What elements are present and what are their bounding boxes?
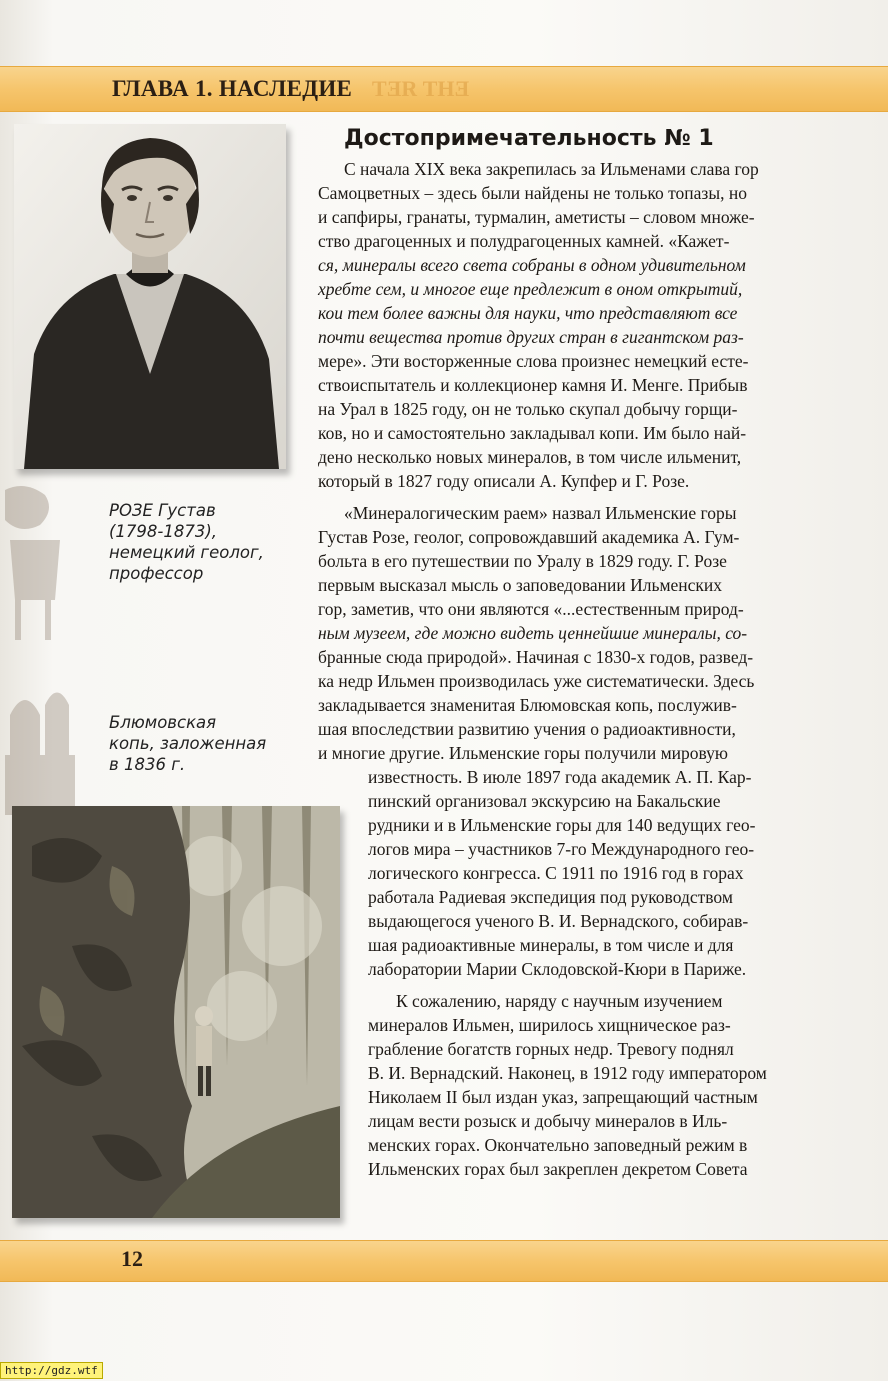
header-bleed-through: ЕНТ ЯЕТ <box>372 76 470 101</box>
body-line-quote: ным музеем, где можно видеть ценнейшие минералы, со- <box>318 623 748 643</box>
photo-caption <box>109 712 266 775</box>
body-line: работала Радиевая экспедиция под руководством <box>368 887 733 907</box>
body-line: лицам вести розыск и добычу минералов в Иль- <box>368 1111 728 1131</box>
portrait-caption <box>109 500 264 584</box>
body-line: К сожалению, наряду с научным изучением <box>396 991 723 1011</box>
body-line: логического конгресса. С 1911 по 1916 год в горах <box>368 863 744 883</box>
body-line: выдающегося ученого В. И. Вернадского, собирав- <box>368 911 749 931</box>
page-number: 12 <box>121 1246 143 1271</box>
body-line: рудники и в Ильменские горы для 140 ведущих гео- <box>368 815 756 835</box>
body-line-quote: ся, минералы всего света собраны в одном удивительном <box>318 255 746 275</box>
caption-line: копь, заложенная <box>109 734 267 753</box>
section-title: Достопримечательность № 1 <box>344 126 714 151</box>
body-line: мере». Эти восторженные слова произнес немецкий есте- <box>318 351 749 371</box>
body-line: дено несколько новых минералов, в том числе ильменит, <box>318 447 742 467</box>
body-line: «Минералогическим раем» назвал Ильменские горы <box>344 503 737 523</box>
body-line-quote: кои тем более важны для науки, что представляют все <box>318 303 738 323</box>
body-line: и сапфиры, гранаты, турмалин, аметисты – словом множе- <box>318 207 755 227</box>
chapter-title: ГЛАВА 1. НАСЛЕДИЕ <box>112 76 353 101</box>
body-line: шая радиоактивные минералы, в том числе и для <box>368 935 734 955</box>
body-line: С начала XIX века закрепилась за Ильменами слава гор <box>344 159 759 179</box>
body-line: минералов Ильмен, ширилось хищническое раз- <box>368 1015 731 1035</box>
body-line: бранные сюда природой». Начиная с 1830-х годов, развед- <box>318 647 754 667</box>
body-line: Самоцветных – здесь были найдены не только топазы, но <box>318 183 747 203</box>
body-line: ков, но и самостоятельно закладывал копи. Им было най- <box>318 423 747 443</box>
caption-line: РОЗЕ Густав <box>109 501 216 520</box>
body-line: Николаем II был издан указ, запрещающий частным <box>368 1087 758 1107</box>
caption-line: немецкий геолог, <box>109 543 264 562</box>
body-line: который в 1827 году описали А. Купфер и Г. Розе. <box>318 471 690 491</box>
body-line: грабление богатств горных недр. Тревогу поднял <box>368 1039 734 1059</box>
body-line-quote: почти вещества против других стран в гигантском раз- <box>318 327 744 347</box>
watermark-link[interactable]: http://gdz.wtf <box>0 1362 103 1379</box>
body-line: ствоиспытатель и коллекционер камня И. Менге. Прибыв <box>318 375 748 395</box>
body-line: первым высказал мысль о заповедовании Ильменских <box>318 575 723 595</box>
body-line: известность. В июле 1897 года академик А. П. Кар- <box>368 767 752 787</box>
photo-blum-mine <box>12 806 340 1218</box>
caption-line: в 1836 г. <box>109 755 186 774</box>
body-line-quote: хребте сем, и многое еще предлежит в оном открытий, <box>318 279 743 299</box>
caption-line: профессор <box>109 564 204 583</box>
body-line: пинский организовал экскурсию на Бакальские <box>368 791 721 811</box>
body-line: менских горах. Окончательно заповедный режим в <box>368 1135 748 1155</box>
body-line: шая впоследствии развитию учения о радиоактивности, <box>318 719 736 739</box>
body-line: В. И. Вернадский. Наконец, в 1912 году императором <box>368 1063 767 1083</box>
body-line: ка недр Ильмен производилась уже систематически. Здесь <box>318 671 755 691</box>
body-line: на Урал в 1825 году, он не только скупал добычу горщи- <box>318 399 738 419</box>
body-line: лаборатории Марии Склодовской-Кюри в Париже. <box>368 959 747 979</box>
body-line: закладывается знаменитая Блюмовская копь, послужив- <box>318 695 737 715</box>
body-line: логов мира – участников 7-го Международного гео- <box>368 839 755 859</box>
body-line: гор, заметив, что они являются «...естественным природ- <box>318 599 744 619</box>
body-line: и многие другие. Ильменские горы получили мировую <box>318 743 728 763</box>
portrait-gustav-rose <box>14 124 286 469</box>
caption-line: Блюмовская <box>109 713 217 732</box>
body-line: ство драгоценных и полудрагоценных камней. «Кажет- <box>318 231 730 251</box>
caption-line: (1798-1873), <box>109 522 218 541</box>
body-line: Густав Розе, геолог, сопровождавший академика А. Гум- <box>318 527 740 547</box>
body-line: Ильменских горах был закреплен декретом Совета <box>368 1159 748 1179</box>
side-ornament-illustration <box>0 470 80 830</box>
body-line: больта в его путешествии по Уралу в 1829 году. Г. Розе <box>318 551 727 571</box>
